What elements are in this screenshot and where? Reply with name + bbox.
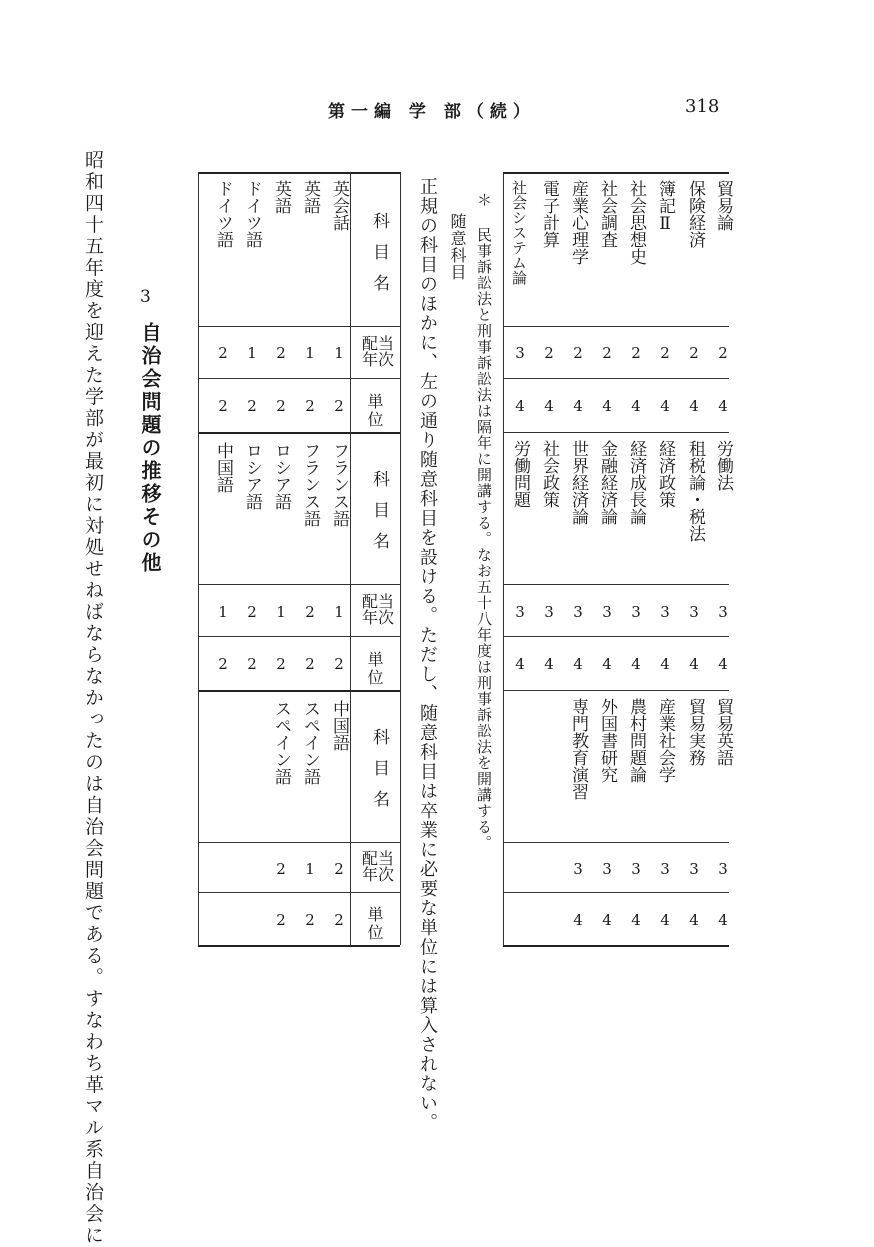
year-cell: 2 (660, 344, 670, 362)
subject-cell: 外国書研究 (597, 698, 617, 783)
subject-cell: 産業社会学 (655, 698, 675, 783)
subject-cell: 貿易英語 (713, 698, 733, 766)
year-cell: 2 (544, 344, 554, 362)
year-cell: 3 (631, 860, 641, 878)
unit-cell: 2 (334, 655, 344, 673)
unit-cell: 2 (305, 397, 315, 415)
year-cell: 3 (573, 603, 583, 621)
year-cell: 3 (631, 603, 641, 621)
unit-cell: 2 (218, 397, 228, 415)
unit-cell: 2 (276, 655, 286, 673)
subject-cell: 経済成長論 (626, 440, 646, 525)
year-cell: 2 (718, 344, 728, 362)
year-cell: 3 (573, 860, 583, 878)
unit-cell: 4 (573, 911, 583, 929)
subject-cell: 貿易実務 (685, 698, 705, 766)
year-cell: 3 (689, 860, 699, 878)
year-cell: 2 (305, 603, 315, 621)
header-subject-name: 科目名 (369, 212, 389, 305)
footnote: ＊ 民事訴訟法と刑事訴訟法は隔年に開講する。なお五十八年度は刑事訴訟法を開講する。 (475, 192, 493, 851)
header-year: 配当 年次 (361, 334, 394, 369)
unit-cell: 4 (718, 655, 728, 673)
unit-cell: 4 (573, 397, 583, 415)
unit-cell: 2 (247, 397, 257, 415)
year-cell: 1 (305, 860, 315, 878)
unit-cell: 2 (276, 397, 286, 415)
subject-cell: 中国語 (213, 442, 233, 493)
unit-cell: 2 (305, 655, 315, 673)
subject-cell: 社会システム論 (510, 180, 528, 285)
header-unit: 単位 (365, 393, 384, 429)
subject-cell: 世界経済論 (568, 440, 588, 525)
year-cell: 1 (334, 344, 344, 362)
unit-cell: 2 (218, 655, 228, 673)
year-cell: 2 (573, 344, 583, 362)
subject-cell: ロシア語 (242, 442, 262, 510)
header-subject-name: 科目名 (369, 728, 389, 821)
subject-cell: 簿記Ⅱ (655, 180, 675, 234)
subject-cell: フランス語 (300, 442, 320, 527)
unit-cell: 4 (718, 911, 728, 929)
year-cell: 2 (334, 860, 344, 878)
subject-cell: スペイン語 (300, 700, 320, 785)
subject-cell: 金融経済論 (597, 440, 617, 525)
unit-cell: 4 (689, 655, 699, 673)
subject-cell: 産業心理学 (568, 180, 588, 265)
year-cell: 3 (602, 603, 612, 621)
subject-cell: 貿易論 (713, 180, 733, 231)
subject-cell: 専門教育演習 (568, 698, 588, 800)
subject-cell: 租税論・税法 (685, 440, 705, 542)
subject-cell: 英会話 (329, 180, 349, 231)
year-cell: 1 (305, 344, 315, 362)
subject-cell: 社会思想史 (626, 180, 646, 265)
year-cell: 2 (631, 344, 641, 362)
subject-cell: 労働法 (713, 440, 733, 491)
unit-cell: 4 (660, 911, 670, 929)
subject-cell: 農村問題論 (626, 698, 646, 783)
subject-cell: 保険経済 (685, 180, 705, 248)
year-cell: 3 (602, 860, 612, 878)
unit-cell: 4 (689, 911, 699, 929)
unit-cell: 4 (515, 655, 525, 673)
unit-cell: 2 (334, 397, 344, 415)
year-cell: 3 (718, 860, 728, 878)
subject-cell: スペイン語 (271, 700, 291, 785)
subject-cell: 社会調査 (597, 180, 617, 248)
unit-cell: 2 (334, 911, 344, 929)
subject-cell: 英語 (300, 180, 320, 214)
header-year: 配当 年次 (361, 849, 394, 884)
year-cell: 3 (515, 344, 525, 362)
unit-cell: 4 (602, 911, 612, 929)
unit-cell: 4 (660, 655, 670, 673)
year-cell: 2 (689, 344, 699, 362)
year-cell: 2 (276, 860, 286, 878)
year-cell: 3 (689, 603, 699, 621)
year-cell: 1 (218, 603, 228, 621)
section-title: 自治会問題の推移その他 (138, 322, 162, 575)
year-cell: 3 (544, 603, 554, 621)
header-subject-name: 科目名 (369, 470, 389, 563)
page-number: 318 (685, 96, 720, 117)
subject-cell: 社会政策 (539, 440, 559, 508)
year-cell: 3 (718, 603, 728, 621)
header-unit: 単位 (365, 906, 384, 942)
year-cell: 2 (218, 344, 228, 362)
unit-cell: 2 (276, 911, 286, 929)
year-cell: 3 (660, 860, 670, 878)
unit-cell: 4 (689, 397, 699, 415)
year-cell: 2 (602, 344, 612, 362)
subject-cell: ドイツ語 (242, 180, 262, 248)
subject-cell: 英語 (271, 180, 291, 214)
unit-cell: 4 (631, 397, 641, 415)
subject-cell: フランス語 (329, 442, 349, 527)
unit-cell: 4 (631, 655, 641, 673)
unit-cell: 4 (515, 397, 525, 415)
unit-cell: 4 (544, 397, 554, 415)
year-cell: 3 (660, 603, 670, 621)
subject-cell: 電子計算 (539, 180, 559, 248)
unit-cell: 4 (718, 397, 728, 415)
subject-cell: 経済政策 (655, 440, 675, 508)
unit-cell: 4 (631, 911, 641, 929)
year-cell: 1 (247, 344, 257, 362)
unit-cell: 4 (544, 655, 554, 673)
year-cell: 2 (247, 603, 257, 621)
header-year: 配当 年次 (361, 592, 394, 627)
subject-cell: ロシア語 (271, 442, 291, 510)
unit-cell: 4 (573, 655, 583, 673)
body-text: 昭和四十五年度を迎えた学部が最初に対処せねばならなかったのは自治会問題である。すなわち革マル系自治会に (82, 150, 104, 1247)
header-unit: 単位 (365, 651, 384, 687)
year-cell: 2 (276, 344, 286, 362)
running-head: 第一編 学 部（続） (328, 102, 536, 122)
elective-heading: 随意科目 (448, 213, 467, 281)
elective-intro: 正規の科目のほかに、左の通り随意科目を設ける。ただし、随意科目は卒業に必要な単位には算入されない。 (417, 177, 438, 1133)
subject-cell: 労働問題 (510, 440, 530, 508)
subject-cell: 中国語 (329, 700, 349, 751)
year-cell: 3 (515, 603, 525, 621)
year-cell: 1 (334, 603, 344, 621)
unit-cell: 2 (305, 911, 315, 929)
year-cell: 1 (276, 603, 286, 621)
unit-cell: 2 (247, 655, 257, 673)
subject-cell: ドイツ語 (213, 180, 233, 248)
section-number: 3 (140, 287, 151, 307)
unit-cell: 4 (602, 655, 612, 673)
unit-cell: 4 (602, 397, 612, 415)
unit-cell: 4 (660, 397, 670, 415)
